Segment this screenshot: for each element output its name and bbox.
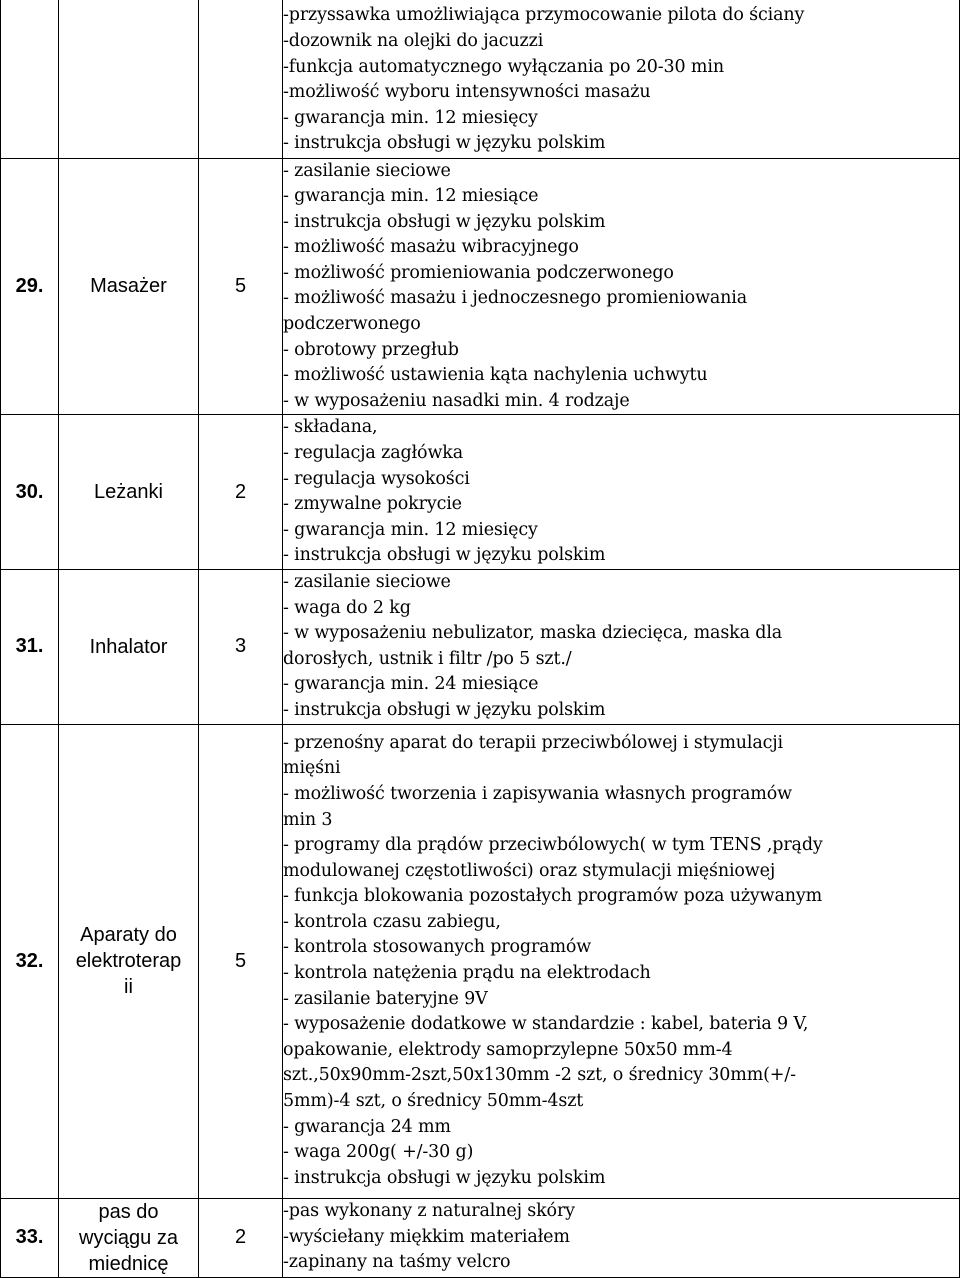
description-line: - zasilanie bateryjne 9V (283, 988, 488, 1009)
description-line: - instrukcja obsługi w języku polskim (283, 545, 606, 566)
description-line: - gwarancja min. 12 miesiące (283, 186, 539, 207)
description-line: opakowanie, elektrody samoprzylepne 50x50 mm-4 (283, 1039, 733, 1060)
description-line: - wyposażenie dodatkowe w standardzie : kabel, bateria 9 V, (283, 1014, 809, 1035)
description-line: - obrotowy przegłub (283, 339, 459, 360)
item-description (283, 415, 960, 570)
item-description (283, 0, 960, 158)
item-quantity: 2 (199, 1198, 283, 1277)
description-line: - gwarancja 24 mm (283, 1116, 451, 1137)
description-line: - przenośny aparat do terapii przeciwbólowej i stymulacji (283, 732, 783, 753)
item-name-line: elektroterap (75, 950, 182, 973)
description-line: - zmywalne pokrycie (283, 494, 462, 515)
item-description (283, 570, 960, 725)
description-line: - kontrola stosowanych programów (283, 937, 592, 958)
description-line: mięśni (283, 758, 341, 779)
table-row (1, 158, 960, 415)
description-line: -przyssawka umożliwiająca przymocowanie pilota do ściany (283, 5, 805, 26)
description-line: - instrukcja obsługi w języku polskim (283, 133, 606, 154)
item-number: 30. (1, 415, 59, 570)
item-name (59, 0, 199, 158)
description-line: - funkcja blokowania pozostałych programów poza używanym (283, 886, 823, 907)
item-description (283, 1198, 960, 1277)
item-number: 29. (1, 158, 59, 415)
description-line: 5mm)-4 szt, o średnicy 50mm-4szt (283, 1091, 584, 1112)
item-quantity: 5 (199, 724, 283, 1198)
item-description (283, 724, 960, 1198)
item-name-line: Aparaty do (80, 924, 177, 947)
description-line: - możliwość ustawienia kąta nachylenia uchwytu (283, 365, 708, 386)
description-line: - kontrola czasu zabiegu, (283, 911, 501, 932)
description-line: - możliwość masażu wibracyjnego (283, 237, 579, 258)
table-row (1, 1198, 960, 1277)
description-line: - waga do 2 kg (283, 597, 411, 618)
description-line: dorosłych, ustnik i filtr /po 5 szt./ (283, 648, 572, 669)
description-line: - w wyposażeniu nebulizator, maska dziecięca, maska dla (283, 623, 783, 644)
description-line: - zasilanie sieciowe (283, 160, 451, 181)
table-row (1, 724, 960, 1198)
table-row (1, 415, 960, 570)
item-quantity: 3 (199, 570, 283, 725)
item-number: 33. (1, 1198, 59, 1277)
description-line: - regulacja wysokości (283, 468, 470, 489)
description-line: - kontrola natężenia prądu na elektrodach (283, 963, 651, 984)
description-line: -możliwość wyboru intensywności masażu (283, 82, 651, 103)
item-number (1, 0, 59, 158)
item-quantity: 2 (199, 415, 283, 570)
description-line: modulowanej częstotliwości) oraz stymulacji mięśniowej (283, 860, 776, 881)
item-name-line: wyciągu za (79, 1226, 178, 1249)
item-name: Masażer (59, 158, 199, 415)
description-line: podczerwonego (283, 314, 421, 335)
item-name-line: ii (124, 976, 133, 999)
description-line: - programy dla prądów przeciwbólowych( w tym TENS ,prądy (283, 835, 823, 856)
item-name-line: pas do (98, 1200, 159, 1223)
item-name: Leżanki (59, 415, 199, 570)
description-line: szt.,50x90mm-2szt,50x130mm -2 szt, o średnicy 30mm(+/- (283, 1065, 796, 1086)
description-line: -wyściełany miękkim materiałem (283, 1226, 570, 1247)
description-line: - instrukcja obsługi w języku polskim (283, 1167, 606, 1188)
description-line: -zapinany na taśmy velcro (283, 1252, 511, 1273)
item-name (59, 724, 199, 1198)
item-name (59, 1198, 199, 1277)
description-line: - możliwość promieniowania podczerwonego (283, 262, 674, 283)
description-line: min 3 (283, 809, 333, 830)
description-line: - gwarancja min. 12 miesięcy (283, 519, 538, 540)
description-line: - instrukcja obsługi w języku polskim (283, 699, 606, 720)
description-line: - waga 200g( +/-30 g) (283, 1142, 474, 1163)
item-name-line: miednicę (88, 1252, 169, 1275)
description-line: - gwarancja min. 24 miesiące (283, 674, 539, 695)
description-line: - możliwość tworzenia i zapisywania własnych programów (283, 783, 792, 804)
description-line: -dozownik na olejki do jacuzzi (283, 31, 544, 52)
item-quantity (199, 0, 283, 158)
table-row (1, 0, 960, 158)
item-description (283, 158, 960, 415)
description-line: - instrukcja obsługi w języku polskim (283, 211, 606, 232)
description-line: - możliwość masażu i jednoczesnego promieniowania (283, 288, 748, 309)
description-line: -pas wykonany z naturalnej skóry (283, 1201, 575, 1222)
description-line: -funkcja automatycznego wyłączania po 20-30 min (283, 56, 724, 77)
table-row (1, 570, 960, 725)
item-quantity: 5 (199, 158, 283, 415)
description-line: - regulacja zagłówka (283, 443, 464, 464)
item-number: 32. (1, 724, 59, 1198)
description-line: - gwarancja min. 12 miesięcy (283, 107, 538, 128)
item-name: Inhalator (59, 570, 199, 725)
description-line: - składana, (283, 417, 378, 438)
description-line: - w wyposażeniu nasadki min. 4 rodzaje (283, 390, 630, 411)
item-number: 31. (1, 570, 59, 725)
description-line: - zasilanie sieciowe (283, 572, 451, 592)
